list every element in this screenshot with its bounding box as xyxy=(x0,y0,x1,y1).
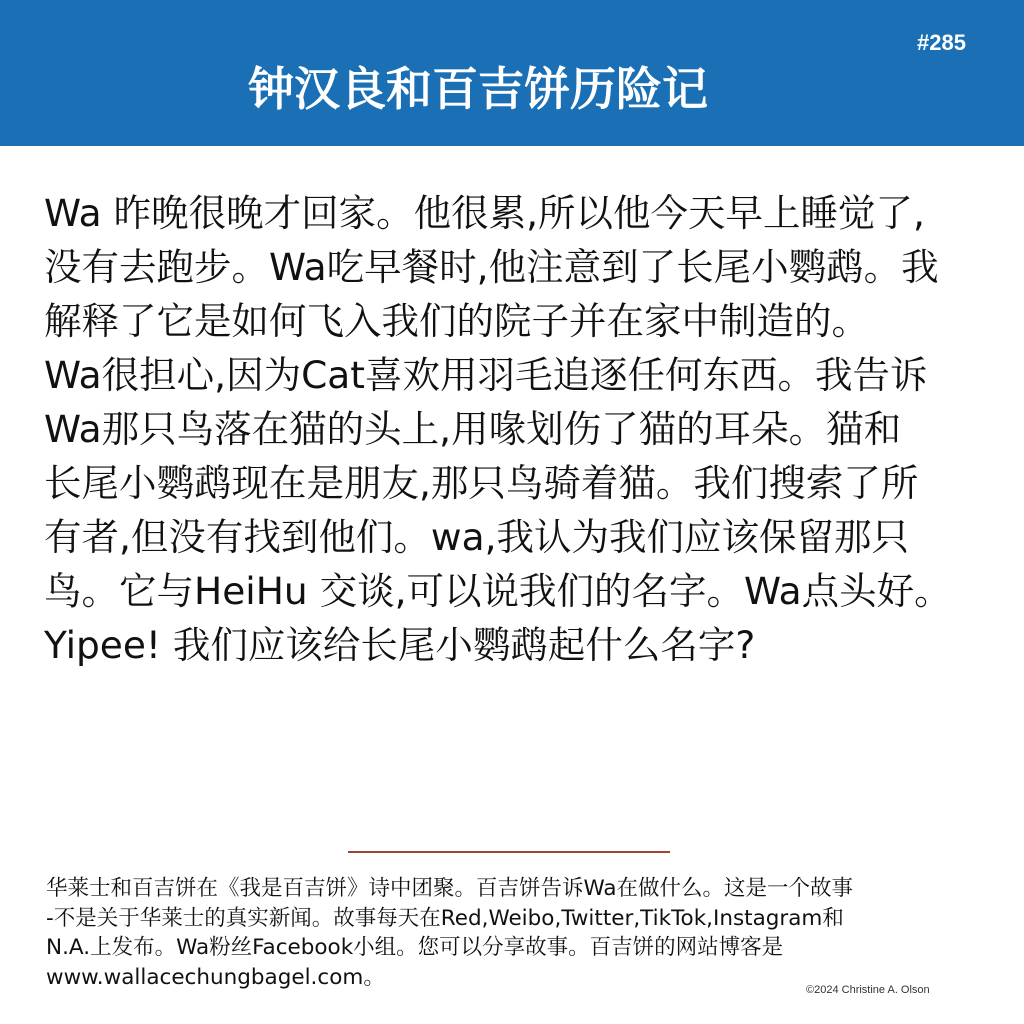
page-title: 钟汉良和百吉饼历险记 xyxy=(248,62,708,116)
section-divider xyxy=(348,851,670,853)
footer-line: -不是关于华莱士的真实新闻。故事每天在Red,Weibo,Twitter,TikTok,Instagram和 xyxy=(46,905,844,931)
story-line: Yipee! 我们应该给长尾小鹦鹉起什么名字? xyxy=(44,623,756,667)
story-line: Wa那只鸟落在猫的头上,用喙划伤了猫的耳朵。猫和 xyxy=(44,407,902,451)
header-banner xyxy=(0,0,1024,146)
footer-note xyxy=(46,874,986,992)
footer-line: www.wallacechungbagel.com。 xyxy=(46,964,385,990)
story-line: 没有去跑步。Wa吃早餐时,他注意到了长尾小鹦鹉。我 xyxy=(44,245,939,289)
footer-line: N.A.上发布。Wa粉丝Facebook小组。您可以分享故事。百吉饼的网站博客是 xyxy=(46,935,784,960)
story-line: 有者,但没有找到他们。wa,我认为我们应该保留那只 xyxy=(44,515,909,559)
story-line: 鸟。它与HeiHu 交谈,可以说我们的名字。Wa点头好。 xyxy=(44,569,952,613)
story-line: 长尾小鹦鹉现在是朋友,那只鸟骑着猫。我们搜索了所 xyxy=(44,461,919,505)
story-text xyxy=(44,186,984,672)
story-line: Wa 昨晚很晚才回家。他很累,所以他今天早上睡觉了, xyxy=(44,191,925,235)
story-line: 解释了它是如何飞入我们的院子并在家中制造的。 xyxy=(44,299,869,343)
episode-number: #285 xyxy=(917,30,966,55)
copyright-notice: ©2024 Christine A. Olson xyxy=(806,984,930,996)
story-line: Wa很担心,因为Cat喜欢用羽毛追逐任何东西。我告诉 xyxy=(44,353,928,397)
footer-line: 华莱士和百吉饼在《我是百吉饼》诗中团聚。百吉饼告诉Wa在做什么。这是一个故事 xyxy=(46,876,854,901)
